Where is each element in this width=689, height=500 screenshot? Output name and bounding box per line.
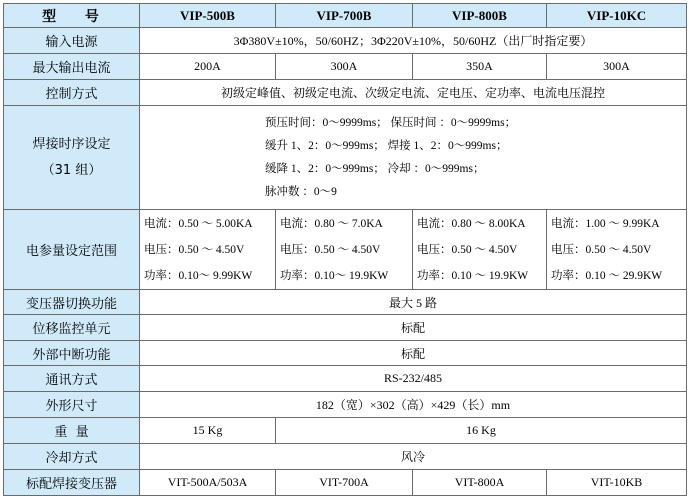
row-label: 重 量 xyxy=(4,418,140,444)
table-row xyxy=(4,366,687,392)
row-label: 输入电源 xyxy=(4,28,140,54)
table-row xyxy=(4,392,687,418)
timing-line: 缓降 1、2：0～999ms； 冷却 ：0～999ms； xyxy=(265,162,485,175)
voltage-range: 电压：0.50 ～ 4.50V xyxy=(417,243,518,256)
row-label: 标配焊接变压器 xyxy=(4,470,140,496)
table-row xyxy=(4,315,687,341)
row-label: 变压器切换功能 xyxy=(4,290,140,315)
current-range: 电流：0.50 ～ 5.00KA xyxy=(144,217,253,230)
power-range: 功率：0.10 ～ 19.9KW xyxy=(417,269,529,282)
current-range: 电流：0.80 ～ 8.00KA xyxy=(417,217,526,230)
current-range: 电流：0.80 ～ 7.0KA xyxy=(280,217,383,230)
table-row xyxy=(4,210,687,290)
row-label: 通讯方式 xyxy=(4,366,140,392)
table-row xyxy=(4,28,687,54)
row-label: 冷却方式 xyxy=(4,444,140,470)
electric-range-cell xyxy=(413,210,547,290)
model-name: VIP-700B xyxy=(276,4,413,28)
timing-label-line1: 焊接时序设定 xyxy=(32,136,111,152)
weight-value: 15 Kg xyxy=(140,418,276,444)
electric-range-cell xyxy=(547,210,687,290)
std-transformer-value: VIT-500A/503A xyxy=(140,470,276,496)
table-row xyxy=(4,341,687,366)
power-range: 功率：0.10～ 19.9KW xyxy=(280,269,389,282)
timing-line: 预压时间：0～9999ms； 保压时间 ：0～9999ms； xyxy=(265,116,517,129)
model-name: VIP-800B xyxy=(413,4,547,28)
input-power-value: 3Φ380V±10%，50/60HZ；3Φ220V±10%，50/60HZ（出厂时指定要） xyxy=(140,28,687,54)
timing-values xyxy=(140,106,687,210)
current-range: 电流：1.00 ～ 9.99KA xyxy=(551,217,660,230)
std-transformer-value: VIT-10KB xyxy=(547,470,687,496)
table-row xyxy=(4,80,687,106)
row-label: 外部中断功能 xyxy=(4,341,140,366)
electric-range-cell xyxy=(276,210,413,290)
dimensions-value: 182（宽）×302（高）×429（长）mm xyxy=(140,392,687,418)
transformer-switch-value: 最大 5 路 xyxy=(140,290,687,315)
row-label: 最大输出电流 xyxy=(4,54,140,80)
table-row xyxy=(4,290,687,315)
row-label: 位移监控单元 xyxy=(4,315,140,341)
power-range: 功率：0.10～ 9.99KW xyxy=(144,269,253,282)
voltage-range: 电压：0.50 ～ 4.50V xyxy=(144,243,245,256)
max-current-value: 200A xyxy=(140,54,276,80)
external-interrupt-value: 标配 xyxy=(140,341,687,366)
spec-table xyxy=(3,3,687,496)
displacement-value: 标配 xyxy=(140,315,687,341)
row-label xyxy=(4,106,140,210)
timing-line: 缓升 1、2：0～999ms； 焊接 1、2：0～999ms； xyxy=(265,139,508,152)
voltage-range: 电压：0.50 ～ 4.50V xyxy=(551,243,652,256)
header-label: 型 号 xyxy=(4,4,140,28)
table-row xyxy=(4,470,687,496)
table-row xyxy=(4,418,687,444)
max-current-value: 350A xyxy=(413,54,547,80)
row-label: 外形尺寸 xyxy=(4,392,140,418)
timing-label-line2: （31 组） xyxy=(41,162,102,178)
table-row xyxy=(4,444,687,470)
electric-range-cell xyxy=(140,210,276,290)
cooling-value: 风冷 xyxy=(140,444,687,470)
max-current-value: 300A xyxy=(276,54,413,80)
timing-line: 脉冲数 ：0～9 xyxy=(265,185,337,198)
model-name: VIP-500B xyxy=(140,4,276,28)
voltage-range: 电压：0.50 ～ 4.50V xyxy=(280,243,381,256)
control-mode-value: 初级定峰值、初级定电流、次级定电流、定电压、定功率、电流电压混控 xyxy=(140,80,687,106)
table-row xyxy=(4,54,687,80)
weight-value: 16 Kg xyxy=(276,418,687,444)
std-transformer-value: VIT-700A xyxy=(276,470,413,496)
row-label: 控制方式 xyxy=(4,80,140,106)
header-row xyxy=(4,4,687,28)
row-label: 电参量设定范围 xyxy=(4,210,140,290)
model-name: VIP-10KC xyxy=(547,4,687,28)
power-range: 功率：0.10 ～ 29.9KW xyxy=(551,269,663,282)
max-current-value: 300A xyxy=(547,54,687,80)
std-transformer-value: VIT-800A xyxy=(413,470,547,496)
table-row xyxy=(4,106,687,210)
communication-value: RS-232/485 xyxy=(140,366,687,392)
